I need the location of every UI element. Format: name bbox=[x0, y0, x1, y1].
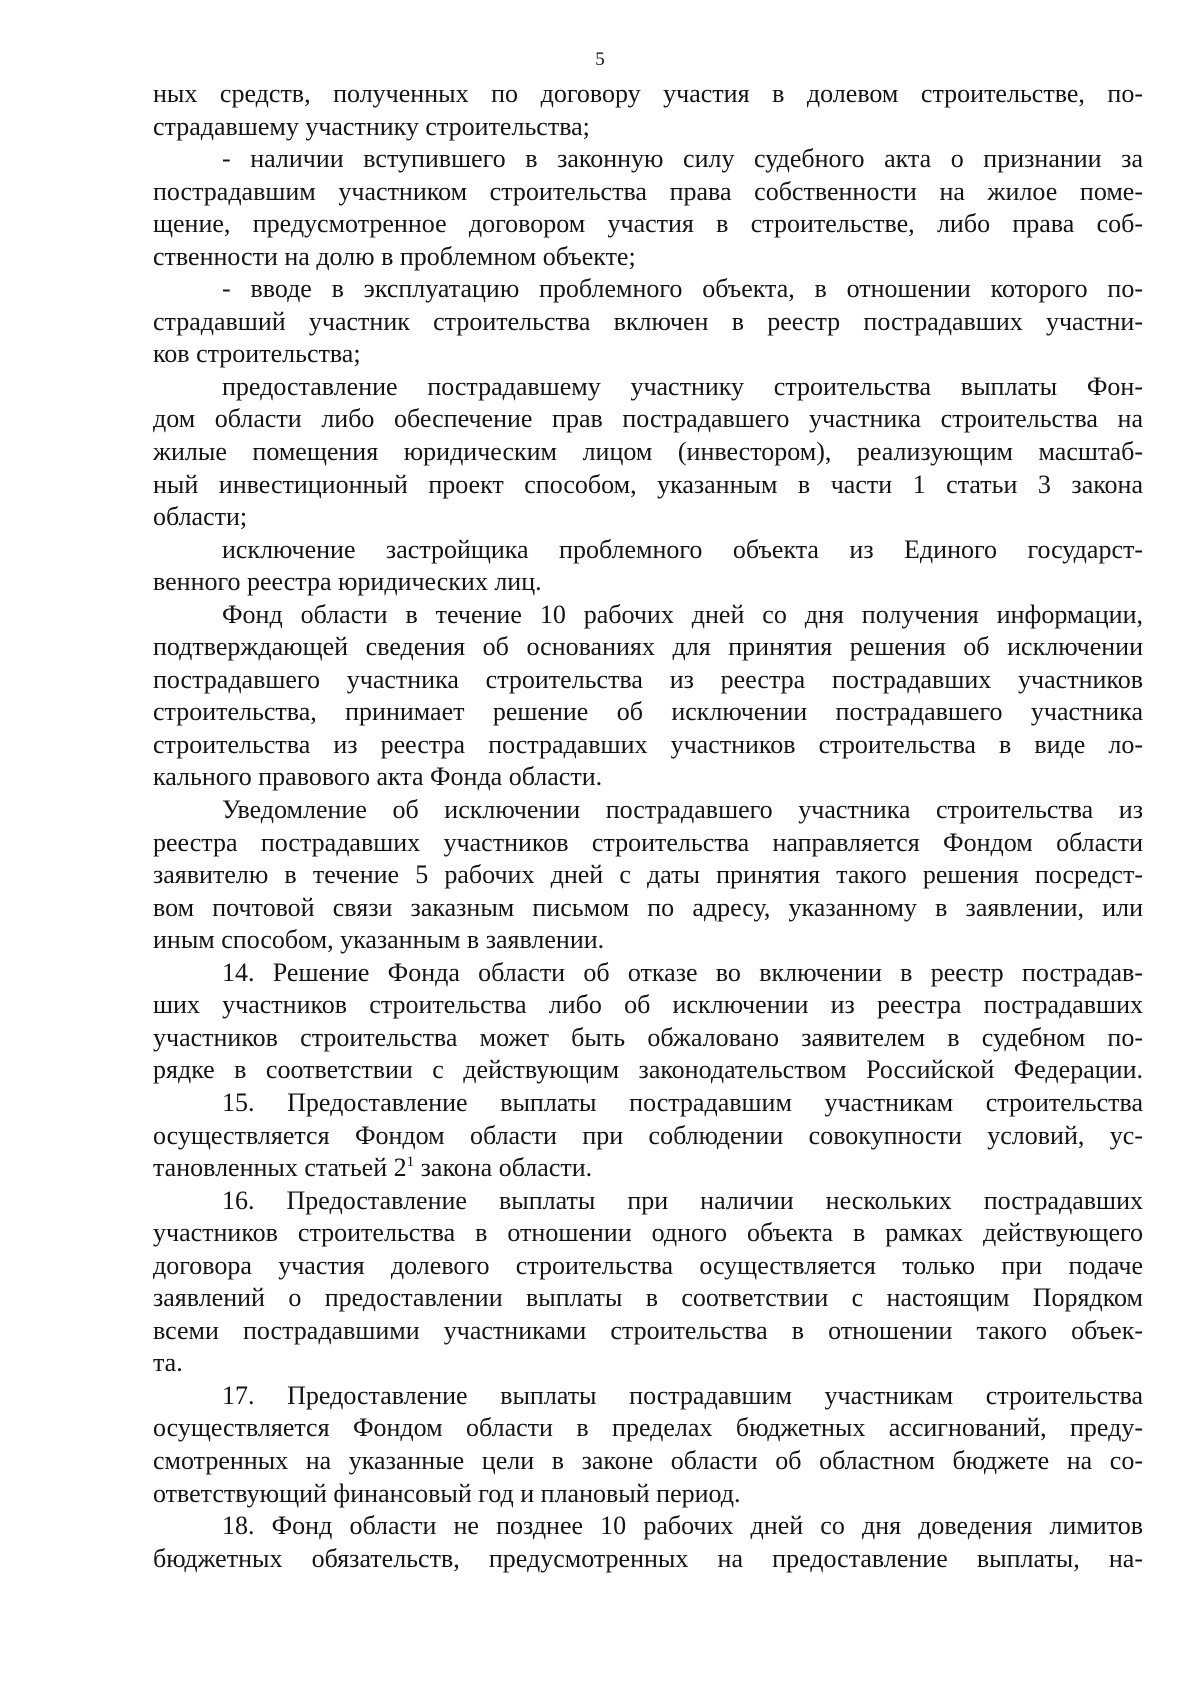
text-line: страдавшему участнику строительства; bbox=[153, 111, 590, 141]
text-line: жилые помещения юридическим лицом (инвестором), реализующим масштаб- bbox=[153, 437, 1143, 467]
text-line: 17. Предоставление выплаты пострадавшим участникам строительства bbox=[222, 1380, 1143, 1410]
text-line: строительства, принимает решение об исключении пострадавшего участника bbox=[153, 697, 1143, 727]
text-line: та. bbox=[153, 1348, 183, 1378]
text-line: - наличии вступившего в законную силу судебного акта о признании за bbox=[222, 144, 1143, 174]
text-line: предоставление пострадавшему участнику строительства выплаты Фон- bbox=[222, 371, 1143, 401]
text-line: участников строительства может быть обжаловано заявителем в судебном по- bbox=[153, 1022, 1143, 1052]
text-line: строительства из реестра пострадавших участников строительства в виде ло- bbox=[153, 729, 1143, 759]
text-line: пострадавшего участника строительства из реестра пострадавших участников bbox=[153, 664, 1143, 694]
text-line: реестра пострадавших участников строительства направляется Фондом области bbox=[153, 827, 1143, 857]
text-line: смотренных на указанные цели в законе области об областном бюджете на со- bbox=[153, 1445, 1143, 1475]
text-line: осуществляется Фондом области в пределах бюджетных ассигнований, преду- bbox=[153, 1413, 1143, 1443]
text-line: подтверждающей сведения об основаниях для принятия решения об исключении bbox=[153, 632, 1143, 662]
text-line: щение, предусмотренное договором участия в строительстве, либо права соб- bbox=[153, 209, 1143, 239]
text-line-with-superscript bbox=[153, 1152, 1143, 1185]
text-line: ный инвестиционный проект способом, указанным в части 1 статьи 3 закона bbox=[153, 469, 1143, 499]
text-fragment: закона области. bbox=[414, 1153, 593, 1183]
text-line: осуществляется Фондом области при соблюдении совокупности условий, ус- bbox=[153, 1120, 1143, 1150]
text-line: вом почтовой связи заказным письмом по адресу, указанному в заявлении, или bbox=[153, 892, 1143, 922]
text-line: 18. Фонд области не позднее 10 рабочих дней со дня доведения лимитов bbox=[222, 1511, 1143, 1541]
text-line: 16. Предоставление выплаты при наличии нескольких пострадавших bbox=[222, 1185, 1143, 1215]
text-line: Уведомление об исключении пострадавшего участника строительства из bbox=[222, 795, 1143, 825]
text-fragment: тановленных статьей 2 bbox=[153, 1153, 407, 1183]
text-line: исключение застройщика проблемного объекта из Единого государст- bbox=[222, 534, 1143, 564]
text-line: венного реестра юридических лиц. bbox=[153, 567, 542, 597]
text-line: заявителю в течение 5 рабочих дней с даты принятия такого решения посредст- bbox=[153, 860, 1143, 890]
text-line: участников строительства в отношении одного объекта в рамках действующего bbox=[153, 1218, 1143, 1248]
text-line: всеми пострадавшими участниками строительства в отношении такого объек- bbox=[153, 1315, 1143, 1345]
text-line: ответствующий финансовый год и плановый период. bbox=[153, 1478, 741, 1508]
text-line: ков строительства; bbox=[153, 339, 361, 369]
text-line: пострадавшим участником строительства права собственности на жилое поме- bbox=[153, 176, 1143, 206]
text-line: 15. Предоставление выплаты пострадавшим участникам строительства bbox=[222, 1087, 1143, 1117]
text-line: договора участия долевого строительства осуществляется только при подаче bbox=[153, 1250, 1143, 1280]
text-line: ственности на долю в проблемном объекте; bbox=[153, 241, 636, 271]
article-superscript: 1 bbox=[406, 1154, 415, 1171]
text-line: кального правового акта Фонда области. bbox=[153, 762, 603, 792]
text-line: дом области либо обеспечение прав пострадавшего участника строительства на bbox=[153, 404, 1143, 434]
text-line: иным способом, указанным в заявлении. bbox=[153, 925, 605, 955]
text-line: страдавший участник строительства включен в реестр пострадавших участни- bbox=[153, 306, 1143, 336]
text-line: рядке в соответствии с действующим законодательством Российской Федерации. bbox=[153, 1055, 1143, 1085]
text-line: ших участников строительства либо об исключении из реестра пострадавших bbox=[153, 990, 1143, 1020]
document-body bbox=[153, 78, 1143, 1575]
text-line: 14. Решение Фонда области об отказе во включении в реестр пострадав- bbox=[222, 957, 1143, 987]
page-number: 5 bbox=[595, 49, 605, 70]
text-line: бюджетных обязательств, предусмотренных на предоставление выплаты, на- bbox=[153, 1543, 1143, 1573]
text-line: области; bbox=[153, 502, 248, 532]
text-line: заявлений о предоставлении выплаты в соответствии с настоящим Порядком bbox=[153, 1283, 1143, 1313]
text-line: - вводе в эксплуатацию проблемного объекта, в отношении которого по- bbox=[222, 274, 1143, 304]
text-line: Фонд области в течение 10 рабочих дней со дня получения информации, bbox=[222, 599, 1143, 629]
text-line: ных средств, полученных по договору участия в долевом строительстве, по- bbox=[153, 79, 1143, 108]
